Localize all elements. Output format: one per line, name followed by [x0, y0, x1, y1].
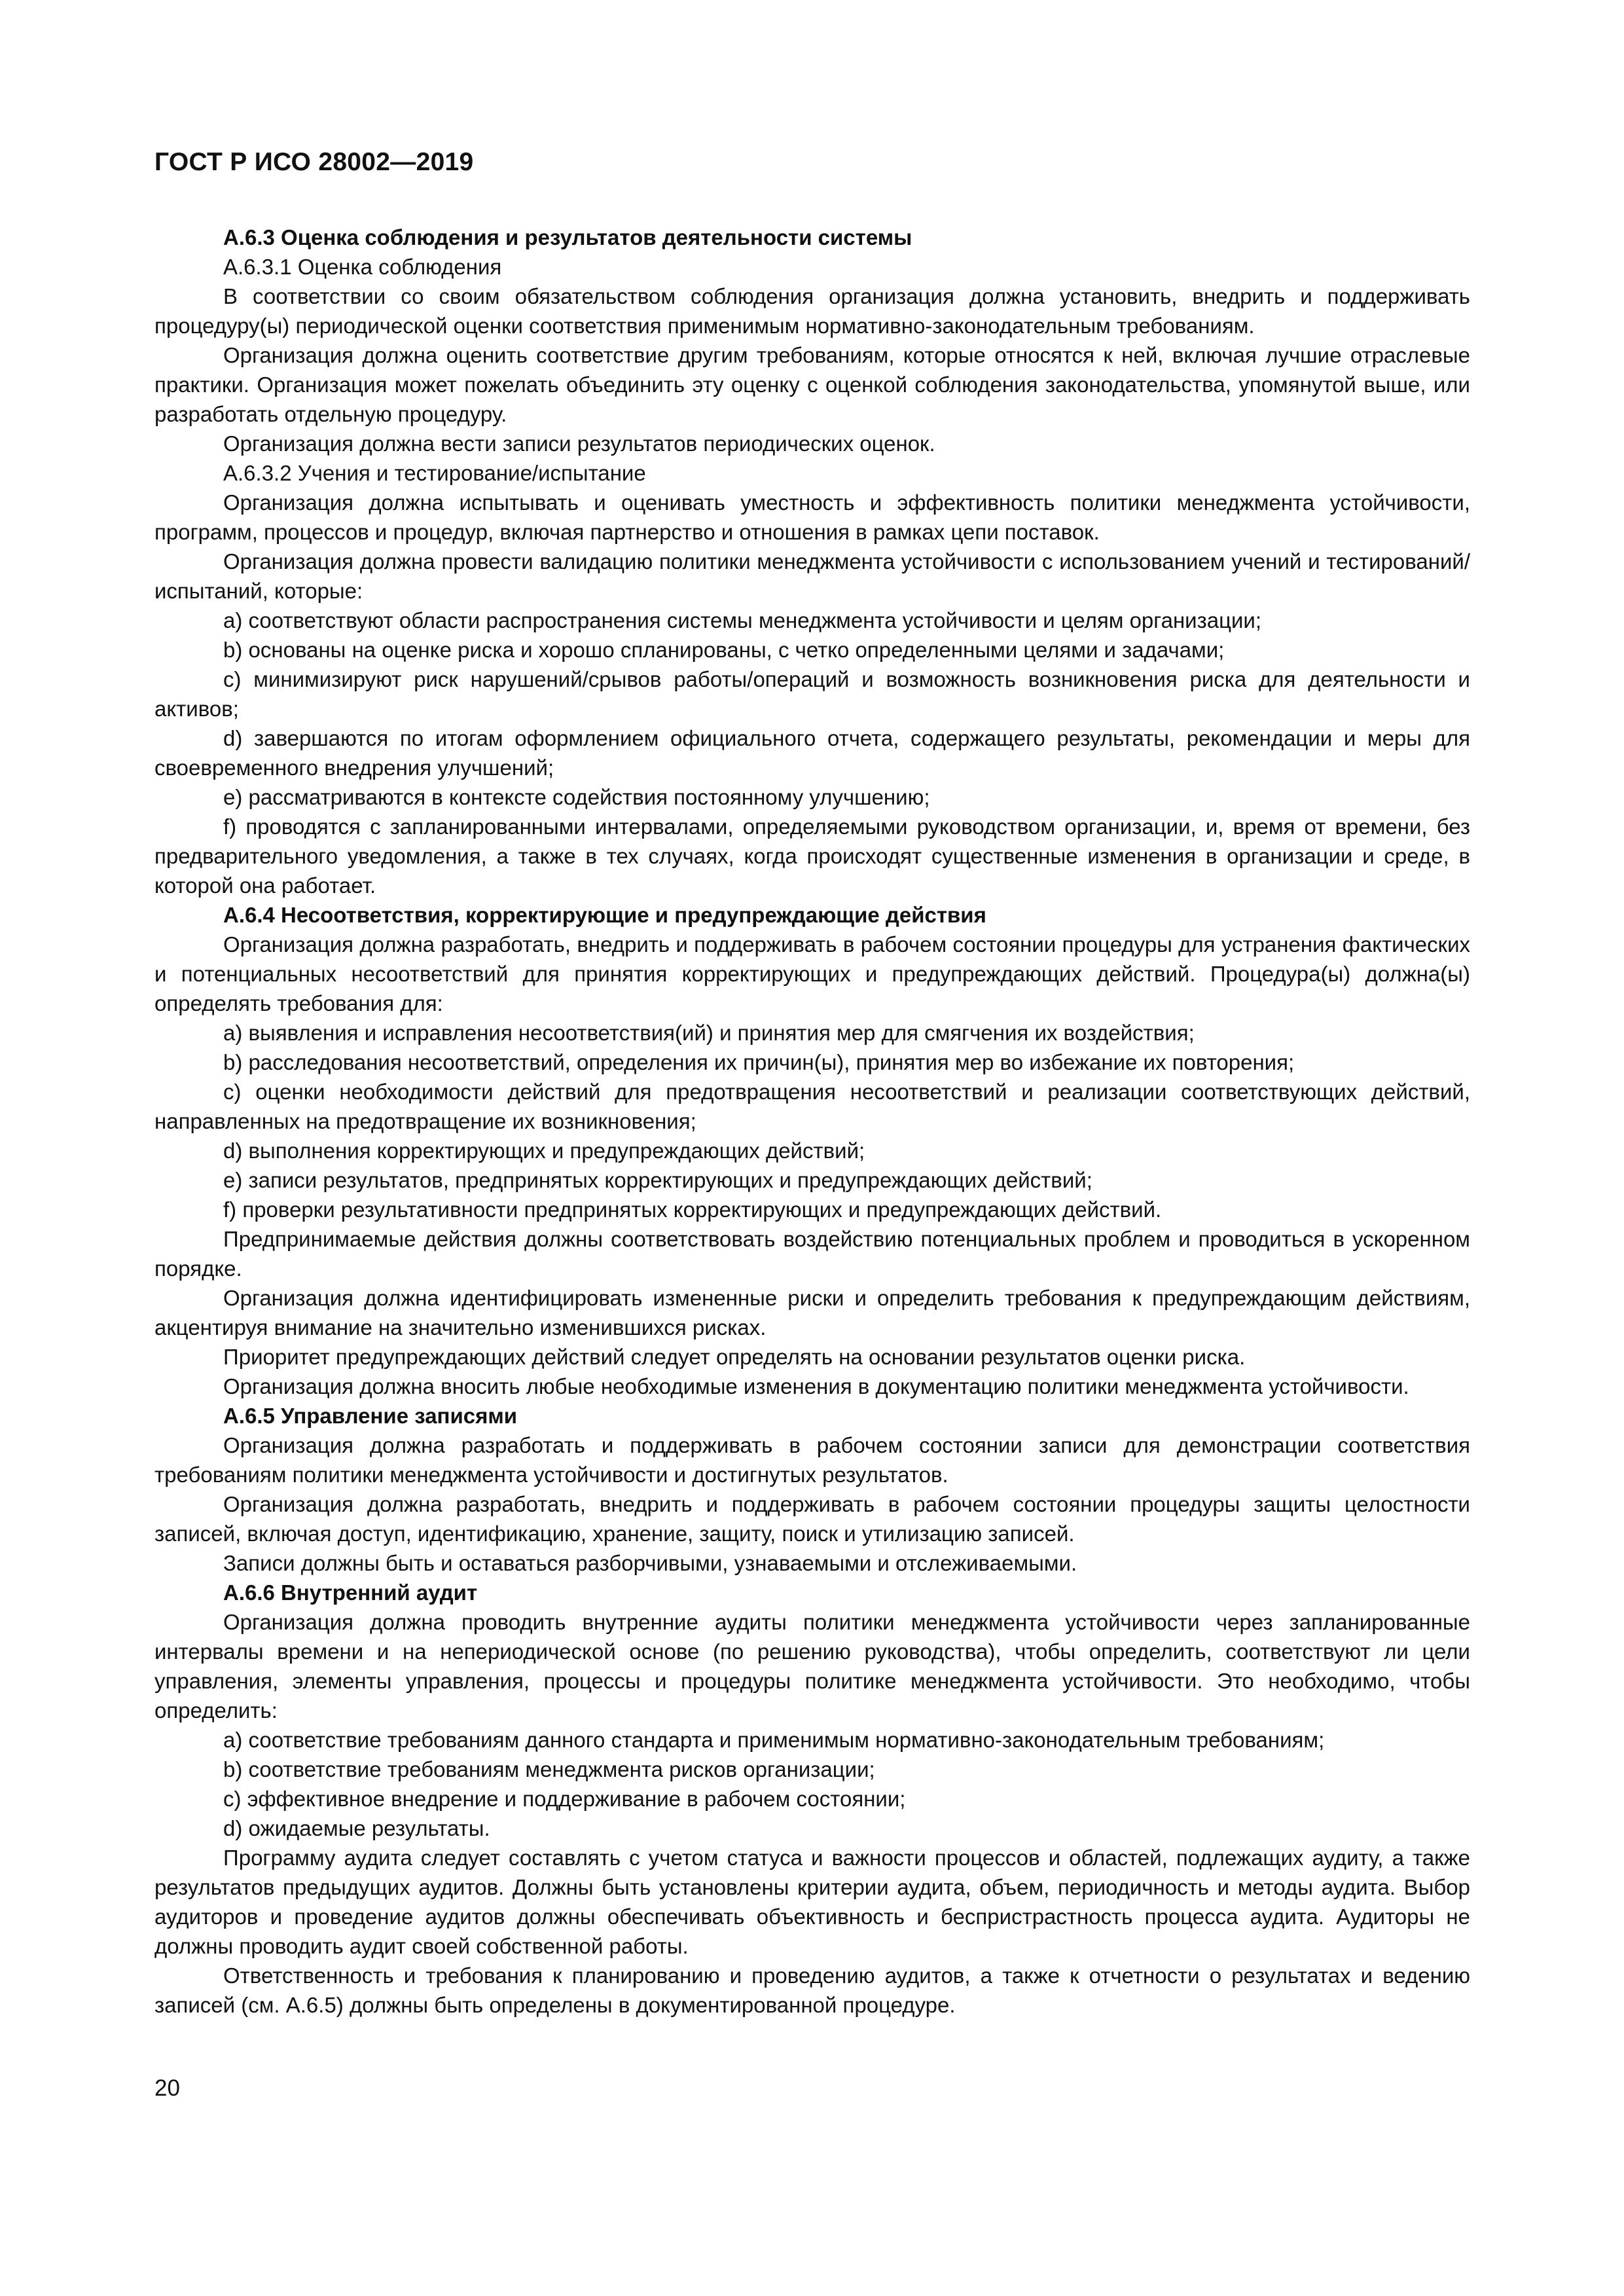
paragraph: Программу аудита следует составлять с учетом статуса и важности процессов и областей, подлежащих аудиту, а также результатов предыдущих аудитов. Должны быть установлены критерии аудита, объем, периодичность и методы аудита. Выбор аудиторов и проведение аудитов должны обеспечивать объективность и беспристрастность процесса аудита. Аудиторы не должны проводить аудит своей собственной работы. [154, 1846, 1470, 1958]
paragraph: В соответствии со своим обязательством соблюдения организация должна установить, внедрить и поддерживать процедуру(ы) периодической оценки соответствия применимым нормативно-законодательным требованиям. [154, 284, 1470, 338]
subsection-heading: А.6.3.1 Оценка соблюдения [223, 255, 502, 279]
list-item: b) основаны на оценке риска и хорошо спланированы, с четко определенными целями и задачами; [223, 638, 1225, 662]
paragraph: Приоритет предупреждающих действий следует определять на основании результатов оценки риска. [223, 1345, 1246, 1369]
list-item: f) проводятся с запланированными интервалами, определяемыми руководством организации, и, время от времени, без предварительного уведомления, а также в тех случаях, когда происходят существенные изменения в организации и среде, в которой она работает. [154, 814, 1470, 898]
document-body [154, 223, 1470, 2020]
paragraph: Организация должна провести валидацию политики менеджмента устойчивости с использованием учений и тестирований/испытаний, которые: [154, 549, 1470, 603]
document-header: ГОСТ Р ИСО 28002—2019 [154, 148, 474, 176]
page-number: 20 [154, 2075, 180, 2101]
section-heading: А.6.6 Внутренний аудит [223, 1580, 478, 1605]
list-item: с) минимизируют риск нарушений/срывов работы/операций и возможность возникновения риска для деятельности и активов; [154, 667, 1470, 721]
paragraph: Предпринимаемые действия должны соответствовать воздействию потенциальных проблем и проводиться в ускоренном порядке. [154, 1227, 1470, 1281]
paragraph: Записи должны быть и оставаться разборчивыми, узнаваемыми и отслеживаемыми. [223, 1551, 1077, 1575]
section-heading: А.6.5 Управление записями [223, 1404, 518, 1428]
list-item: f) проверки результативности предпринятых корректирующих и предупреждающих действий. [223, 1197, 1162, 1222]
paragraph: Организация должна проводить внутренние аудиты политики менеджмента устойчивости через запланированные интервалы времени и на непериодической основе (по решению руководства), чтобы определить, соответствуют ли цели управления, элементы управления, процессы и процедуры политике менеджмента устойчивости. Это необходимо, чтобы определить: [154, 1610, 1470, 1722]
subsection-heading: А.6.3.2 Учения и тестирование/испытание [223, 461, 646, 485]
paragraph: Организация должна испытывать и оценивать уместность и эффективность политики менеджмента устойчивости, программ, процессов и процедур, включая партнерство и отношения в рамках цепи поставок. [154, 490, 1470, 544]
list-item: d) завершаются по итогам оформлением официального отчета, содержащего результаты, рекомендации и меры для своевременного внедрения улучшений; [154, 726, 1470, 780]
list-item: а) выявления и исправления несоответствия(ий) и принятия мер для смягчения их воздействия; [223, 1021, 1195, 1045]
paragraph: Организация должна оценить соответствие другим требованиям, которые относятся к ней, включая лучшие отраслевые практики. Организация может пожелать объединить эту оценку с оценкой соблюдения законодательства, упомянутой выше, или разработать отдельную процедуру. [154, 343, 1470, 426]
list-item: е) записи результатов, предпринятых корректирующих и предупреждающих действий; [223, 1168, 1092, 1192]
list-item: а) соответствуют области распространения системы менеджмента устойчивости и целям организации; [223, 608, 1262, 632]
paragraph: Ответственность и требования к планированию и проведению аудитов, а также к отчетности о результатах и ведению записей (см. А.6.5) должны быть определены в документированной процедуре. [154, 1963, 1470, 2017]
list-item: b) расследования несоответствий, определения их причин(ы), принятия мер во избежание их повторения; [223, 1050, 1295, 1074]
paragraph: Организация должна вносить любые необходимые изменения в документацию политики менеджмента устойчивости. [223, 1374, 1409, 1398]
list-item: с) оценки необходимости действий для предотвращения несоответствий и реализации соответствующих действий, направленных на предотвращение их возникновения; [154, 1080, 1470, 1133]
list-item: е) рассматриваются в контексте содействия постоянному улучшению; [223, 785, 930, 809]
list-item: с) эффективное внедрение и поддерживание в рабочем состоянии; [223, 1787, 906, 1811]
paragraph: Организация должна разработать и поддерживать в рабочем состоянии записи для демонстрации соответствия требованиям политики менеджмента устойчивости и достигнутых результатов. [154, 1433, 1470, 1487]
list-item: b) соответствие требованиям менеджмента рисков организации; [223, 1757, 875, 1781]
list-item: d) ожидаемые результаты. [223, 1816, 490, 1840]
paragraph: Организация должна разработать, внедрить и поддерживать в рабочем состоянии процедуры для устранения фактических и потенциальных несоответствий для принятия корректирующих и предупреждающих действий. Процедура(ы) должна(ы) определять требования для: [154, 932, 1470, 1015]
paragraph: Организация должна вести записи результатов периодических оценок. [223, 431, 935, 456]
paragraph: Организация должна идентифицировать измененные риски и определить требования к предупреждающим действиям, акцентируя внимание на значительно изменившихся рисках. [154, 1286, 1470, 1339]
section-heading: А.6.4 Несоответствия, корректирующие и предупреждающие действия [223, 903, 986, 927]
section-heading: А.6.3 Оценка соблюдения и результатов деятельности системы [223, 225, 912, 249]
list-item: d) выполнения корректирующих и предупреждающих действий; [223, 1139, 865, 1163]
list-item: а) соответствие требованиям данного стандарта и применимым нормативно-законодательным требованиям; [223, 1728, 1325, 1752]
paragraph: Организация должна разработать, внедрить и поддерживать в рабочем состоянии процедуры защиты целостности записей, включая доступ, идентификацию, хранение, защиту, поиск и утилизацию записей. [154, 1492, 1470, 1546]
